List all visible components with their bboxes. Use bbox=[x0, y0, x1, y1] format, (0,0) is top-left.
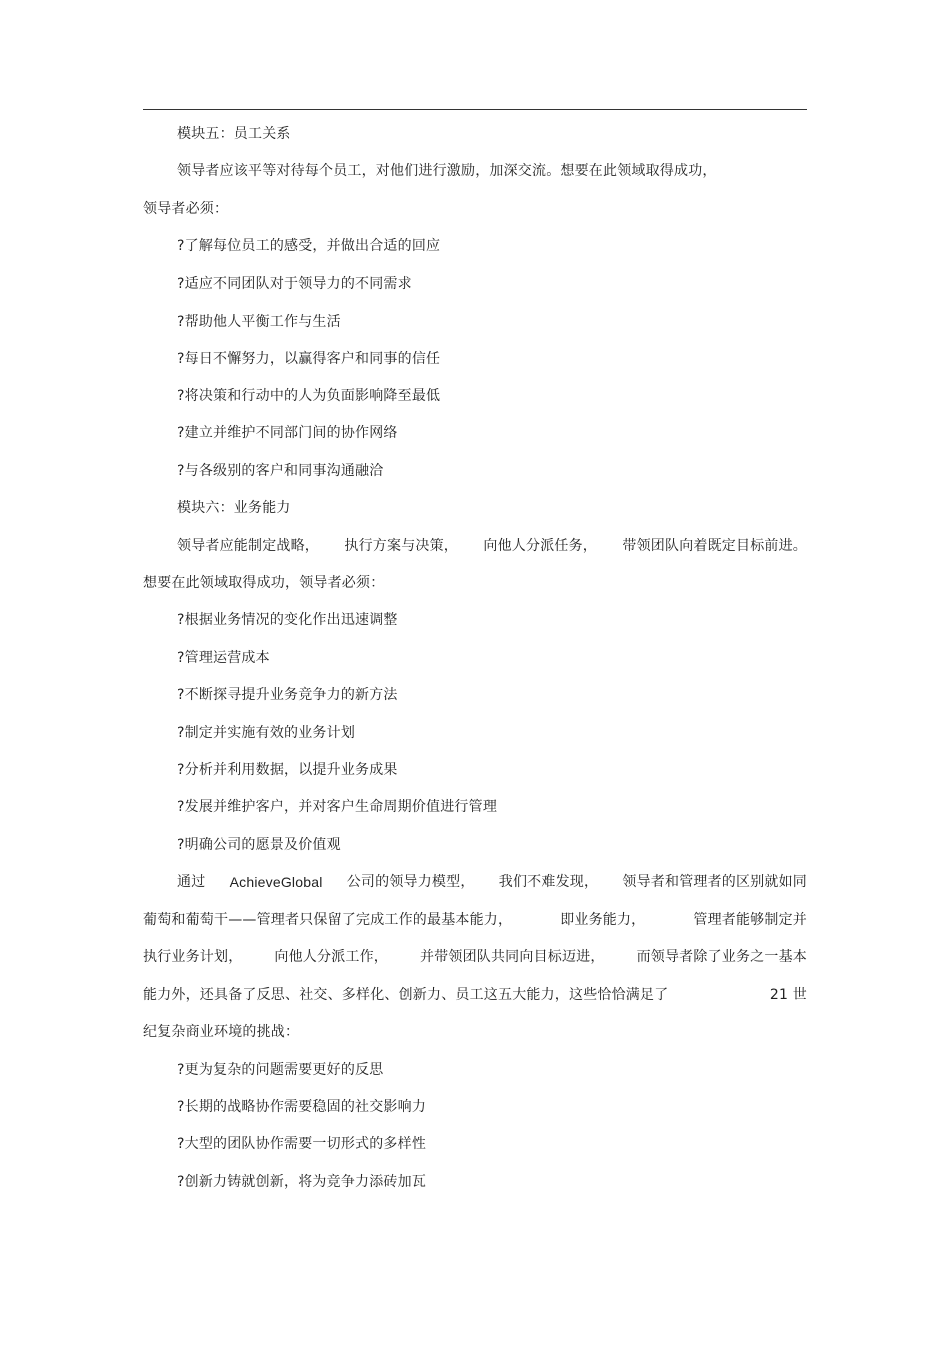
list-item: ?管理运营成本 bbox=[177, 650, 270, 666]
text-fragment: 葡萄和葡萄干——管理者只保留了完成工作的最基本能力， bbox=[143, 912, 513, 928]
text-fragment: 我们不难发现， bbox=[498, 874, 599, 890]
list-item: ?不断探寻提升业务竞争力的新方法 bbox=[177, 687, 398, 703]
text-fragment: 能力外，还具备了反思、社交、多样化、创新力、员工这五大能力，这些恰恰满足了 bbox=[143, 987, 669, 1003]
text-fragment: 而领导者除了业务之一基本 bbox=[636, 949, 807, 965]
section6-heading: 模块六：业务能力 bbox=[177, 500, 291, 516]
summary-line2 bbox=[143, 910, 807, 930]
text-fragment: 向他人分派任务， bbox=[483, 538, 597, 554]
list-item: ?发展并维护客户，并对客户生命周期价值进行管理 bbox=[177, 799, 498, 815]
summary-line3 bbox=[143, 947, 807, 967]
company-name: AchieveGlobal bbox=[229, 874, 323, 890]
summary-line5: 纪复杂商业环境的挑战： bbox=[143, 1024, 300, 1040]
list-item: ?创新力铸就创新，将为竞争力添砖加瓦 bbox=[177, 1174, 427, 1190]
list-item: ?长期的战略协作需要稳固的社交影响力 bbox=[177, 1099, 427, 1115]
list-item: ?了解每位员工的感受，并做出合适的回应 bbox=[177, 238, 441, 254]
section6-intro-line1 bbox=[177, 536, 807, 556]
text-fragment: 执行方案与决策， bbox=[344, 538, 458, 554]
text-fragment: 向他人分派工作， bbox=[274, 949, 388, 965]
section6-intro-line2: 想要在此领域取得成功，领导者必须： bbox=[143, 575, 385, 591]
text-fragment: 通过 bbox=[177, 874, 206, 890]
list-item: ?将决策和行动中的人为负面影响降至最低 bbox=[177, 388, 441, 404]
text-fragment: 21 世 bbox=[769, 987, 807, 1003]
text-fragment: 即业务能力， bbox=[560, 912, 646, 928]
summary-line4 bbox=[143, 985, 807, 1005]
text-fragment: 执行业务计划， bbox=[143, 949, 243, 965]
text-fragment: 公司的领导力模型， bbox=[346, 874, 475, 890]
list-item: ?与各级别的客户和同事沟通融洽 bbox=[177, 463, 384, 479]
list-item: ?帮助他人平衡工作与生活 bbox=[177, 314, 341, 330]
list-item: ?明确公司的愿景及价值观 bbox=[177, 837, 341, 853]
list-item: ?制定并实施有效的业务计划 bbox=[177, 725, 356, 741]
list-item: ?每日不懈努力，以赢得客户和同事的信任 bbox=[177, 351, 441, 367]
list-item: ?分析并利用数据，以提升业务成果 bbox=[177, 762, 398, 778]
text-fragment: 并带领团队共同向目标迈进， bbox=[419, 949, 605, 965]
text-fragment: 带领团队向着既定目标前进。 bbox=[622, 538, 807, 554]
text-fragment: 领导者应能制定战略， bbox=[177, 538, 319, 554]
section5-intro-line2: 领导者必须： bbox=[143, 201, 229, 217]
text-fragment: 管理者能够制定并 bbox=[693, 912, 807, 928]
section5-intro-line1: 领导者应该平等对待每个员工，对他们进行激励，加深交流。想要在此领域取得成功， bbox=[177, 163, 717, 179]
list-item: ?根据业务情况的变化作出迅速调整 bbox=[177, 612, 398, 628]
summary-line1 bbox=[177, 872, 807, 892]
header-rule bbox=[143, 109, 807, 110]
list-item: ?适应不同团队对于领导力的不同需求 bbox=[177, 276, 412, 292]
list-item: ?更为复杂的问题需要更好的反思 bbox=[177, 1062, 384, 1078]
text-fragment: 领导者和管理者的区别就如同 bbox=[622, 874, 807, 890]
list-item: ?建立并维护不同部门间的协作网络 bbox=[177, 425, 398, 441]
section5-heading: 模块五：员工关系 bbox=[177, 126, 291, 142]
list-item: ?大型的团队协作需要一切形式的多样性 bbox=[177, 1136, 427, 1152]
